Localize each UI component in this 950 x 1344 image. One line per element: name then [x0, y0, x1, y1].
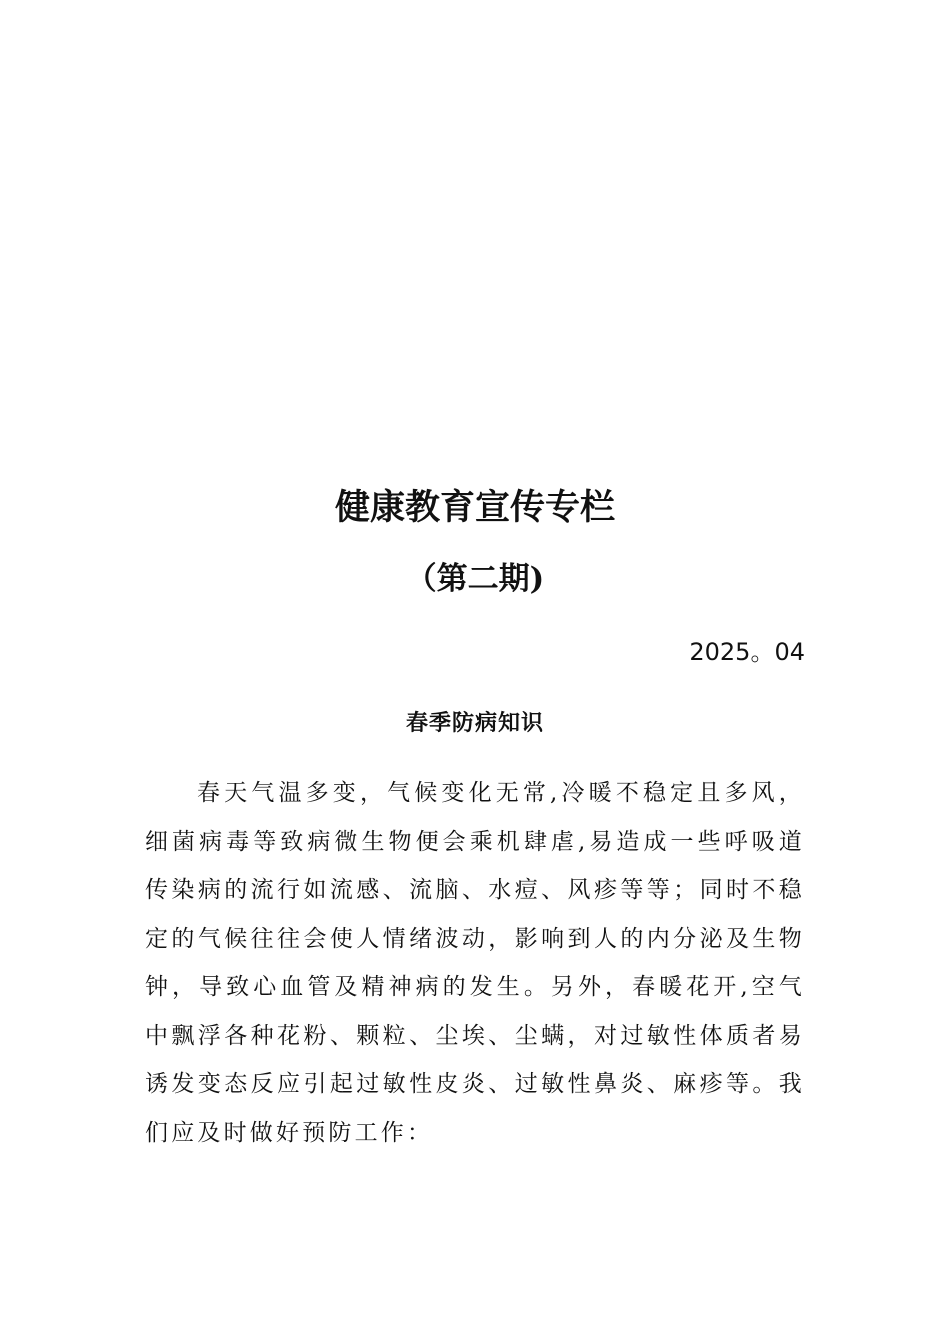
section-heading: 春季防病知识 — [405, 710, 544, 736]
body-paragraph: 春天气温多变，气候变化无常,冷暖不稳定且多风，细菌病毒等致病微生物便会乘机肆虐,易造成一些呼吸道传染病的流行如流感、流脑、水痘、风疹等等；同时不稳定的气候往往会使人情绪波动，影响到人的内分泌及生物钟，导致心血管及精神病的发生。另外，春暖花开,空气中飘浮各种花粉、颗粒、尘埃、尘螨，对过敏性体质者易诱发变态反应引起过敏性皮炎、过敏性鼻炎、麻疹等。我们应及时做好预防工作： — [145, 780, 805, 1146]
issue-number: （第二期) — [405, 561, 545, 597]
document-title: 健康教育宣传专栏 — [334, 487, 615, 528]
issue-date: 2025。04 — [689, 638, 805, 666]
